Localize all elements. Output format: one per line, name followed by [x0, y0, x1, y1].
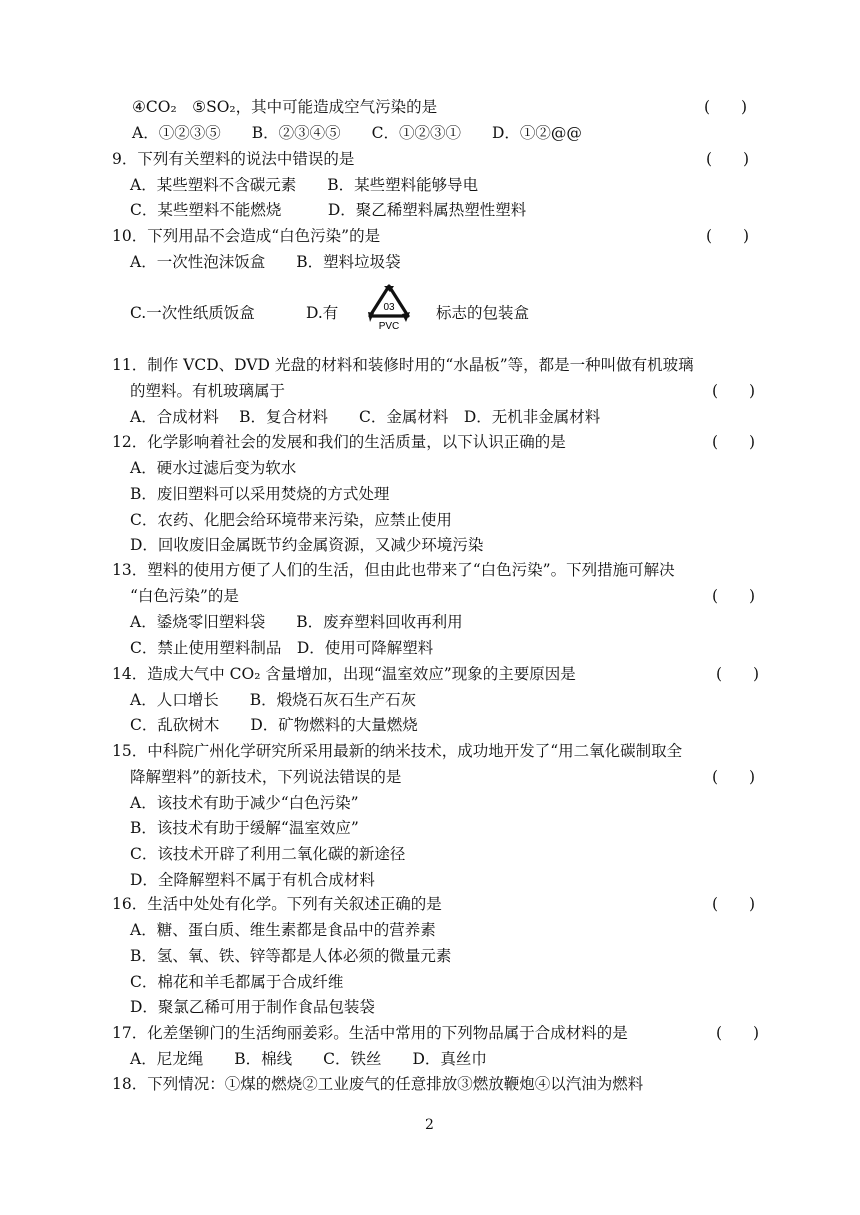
options: A．尼龙绳 B．棉线 C．铁丝 D．真丝巾 — [130, 1050, 487, 1068]
option-d: D.有 — [306, 304, 339, 322]
pvc-number: 03 — [383, 302, 395, 313]
question-15: 15．中科院广州化学研究所采用最新的纳米技术，成功地开发了“用二氧化碳制取全 — [112, 742, 683, 760]
question-12: 12．化学影响着社会的发展和我们的生活质量，以下认识正确的是 — [112, 433, 566, 451]
options: C．禁止使用塑料制品 D．使用可降解塑料 — [130, 639, 434, 657]
question-18: 18．下列情况：①煤的燃烧②工业废气的任意排放③燃放鞭炮④以汽油为燃料 — [112, 1075, 644, 1093]
answer-blank: ( ) — [706, 227, 750, 245]
options: C．乱砍树木 D．矿物燃料的大量燃烧 — [130, 716, 418, 734]
question-11-cont: 的塑料。有机玻璃属于 — [130, 382, 286, 400]
question-10: 10．下列用品不会造成“白色污染”的是 — [112, 227, 381, 245]
option-c: C．农药、化肥会给环境带来污染，应禁止使用 — [130, 511, 452, 529]
option-a: A．糖、蛋白质、维生素都是食品中的营养素 — [130, 921, 436, 939]
options: C．某些塑料不能燃烧 D．聚乙稀塑料属热塑性塑料 — [130, 201, 527, 219]
option-d-text: 标志的包装盒 — [436, 304, 530, 322]
options: A．合成材料 B．复合材料 C．金属材料 D．无机非金属材料 — [130, 408, 601, 426]
question-14: 14．造成大气中 CO₂ 含量增加，出现“温室效应”现象的主要原因是 — [112, 665, 576, 683]
option-c: C．该技术开辟了利用二氧化碳的新途径 — [130, 845, 406, 863]
answer-blank: ( ) — [704, 98, 748, 116]
question-17: 17．化差堡铆门的生活绚丽姜彩。生活中常用的下列物品属于合成材料的是 — [112, 1024, 628, 1042]
answer-blank: ( ) — [712, 587, 756, 605]
question-11: 11．制作 VCD、DVD 光盘的材料和装修时用的“水晶板”等，都是一种叫做有机玻璃 — [112, 356, 694, 374]
question-16: 16．生活中处处有化学。下列有关叙述正确的是 — [112, 895, 442, 913]
answer-blank: ( ) — [716, 1024, 760, 1042]
answer-blank: ( ) — [712, 433, 756, 451]
answer-blank: ( ) — [706, 150, 750, 168]
question-13: 13．塑料的使用方便了人们的生活，但由此也带来了“白色污染”。下列措施可解决 — [112, 561, 675, 579]
option-a: A．该技术有助于减少“白色污染” — [130, 794, 359, 812]
answer-blank: ( ) — [716, 665, 760, 683]
question-15-cont: 降解塑料”的新技术，下列说法错误的是 — [130, 768, 402, 786]
options: A．鋈烧零旧塑料袋 B．废弃塑料回收再利用 — [130, 613, 463, 631]
option-b: B．废旧塑料可以采用焚烧的方式处理 — [130, 485, 390, 503]
option-d: D．回收废旧金属既节约金属资源，又减少环境污染 — [130, 536, 484, 554]
options: A．人口增长 B．煅烧石灰石生产石灰 — [130, 691, 417, 709]
recycle-pvc-icon — [362, 282, 416, 332]
option-c: C．棉花和羊毛都属于合成纤维 — [130, 973, 344, 991]
answer-blank: ( ) — [712, 768, 756, 786]
options: A．①②③⑤ B．②③④⑤ C．①②③① D．①②@@ — [132, 124, 582, 142]
option-b: B．氢、氧、铁、锌等都是人体必须的微量元素 — [130, 947, 452, 965]
option-a: A．硬水过滤后变为软水 — [130, 459, 297, 477]
options: A．一次性泡沫饭盒 B．塑料垃圾袋 — [130, 253, 401, 271]
pvc-label: PVC — [378, 321, 400, 332]
question-9: 9．下列有关塑料的说法中错误的是 — [112, 150, 355, 168]
answer-blank: ( ) — [712, 382, 756, 400]
question-text: ④CO₂ ⑤SO₂，其中可能造成空气污染的是 — [132, 98, 438, 116]
option-c: C.一次性纸质饭盒 — [130, 304, 255, 322]
question-13-cont: “白色污染”的是 — [130, 587, 239, 605]
option-d: D．全降解塑料不属于有机合成材料 — [130, 871, 375, 889]
page-number: 2 — [425, 1117, 434, 1133]
options: A．某些塑料不含碳元素 B．某些塑料能够导电 — [130, 176, 479, 194]
option-d: D．聚氯乙稀可用于制作食品包装袋 — [130, 998, 375, 1016]
option-b: B．该技术有助于缓解“温室效应” — [130, 819, 359, 837]
answer-blank: ( ) — [712, 895, 756, 913]
